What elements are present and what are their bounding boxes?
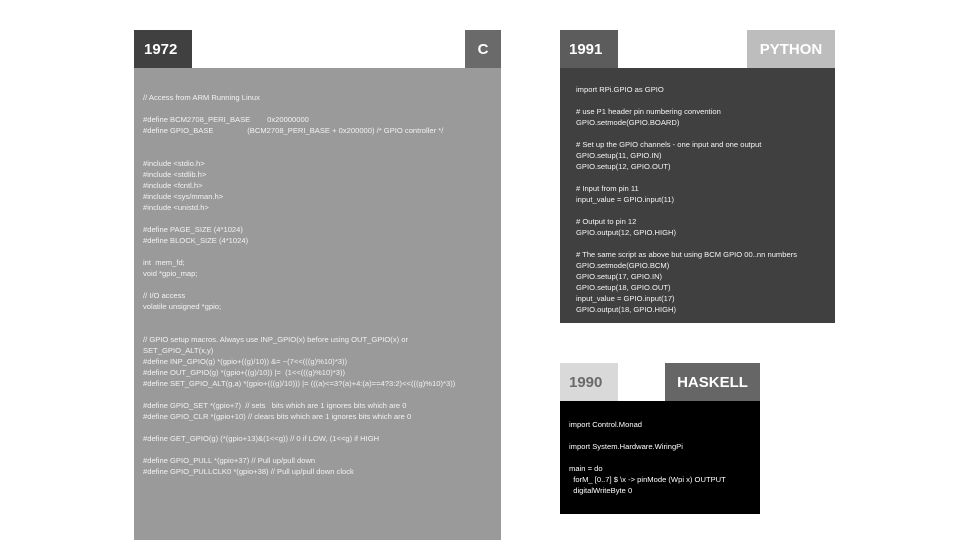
c-year-label: 1972 xyxy=(134,30,192,68)
c-language-label: C xyxy=(465,30,501,68)
python-language-label: PYTHON xyxy=(747,30,835,68)
c-code-block: // Access from ARM Running Linux #define BCM2708_PERI_BASE 0x20000000 #define GPIO_BASE (BCM2708_PERI_BASE + 0x200000) /* GPIO controller */ #include <stdio.h> #include <stdlib.h> #include <fcntl.h> #include <sys/mman.h> #include <unistd.h> #define PAGE_SIZE (4*1024) #define BLOCK_SIZE (4*1024) int mem_fd; void *gpio_map; // I/O access volatile unsigned *gpio; // GPIO setup macros. Always use INP_GPIO(x) before using OUT_GPIO(x) or SET_GPIO_ALT(x,y) #define INP_GPIO(g) *(gpio+((g)/10)) &= ~(7<<(((g)%10)*3)) #define OUT_GPIO(g) *(gpio+((g)/10)) |= (1<<(((g)%10)*3)) #define SET_GPIO_ALT(g,a) *(gpio+(((g)/10))) |= (((a)<=3?(a)+4:(a)==4?3:2)<<(((g)%10)*3)) #define GPIO_SET *(gpio+7) // sets bits which are 1 ignores bits which are 0 #define GPIO_CLR *(gpio+10) // clears bits which are 1 ignores bits which are 0 #define GET_GPIO(g) (*(gpio+13)&(1<<g)) // 0 if LOW, (1<<g) if HIGH #define GPIO_PULL *(gpio+37) // Pull up/pull down #define GPIO_PULLCLK0 *(gpio+38) // Pull up/pull down clock xyxy=(134,68,501,540)
haskell-language-label: HASKELL xyxy=(665,363,760,401)
python-year-label: 1991 xyxy=(560,30,618,68)
haskell-code-block: import Control.Monad import System.Hardware.WiringPi main = do forM_ [0..7] $ \x -> pinMode (Wpi x) OUTPUT digitalWriteByte 0 xyxy=(560,401,760,514)
python-code-block: import RPi.GPIO as GPIO # use P1 header pin numbering convention GPIO.setmode(GPIO.BOARD) # Set up the GPIO channels - one input and one output GPIO.setup(11, GPIO.IN) GPIO.setup(12, GPIO.OUT) # Input from pin 11 input_value = GPIO.input(11) # Output to pin 12 GPIO.output(12, GPIO.HIGH) # The same script as above but using BCM GPIO 00..nn numbers GPIO.setmode(GPIO.BCM) GPIO.setup(17, GPIO.IN) GPIO.setup(18, GPIO.OUT) input_value = GPIO.input(17) GPIO.output(18, GPIO.HIGH) xyxy=(560,68,835,323)
haskell-year-label: 1990 xyxy=(560,363,618,401)
